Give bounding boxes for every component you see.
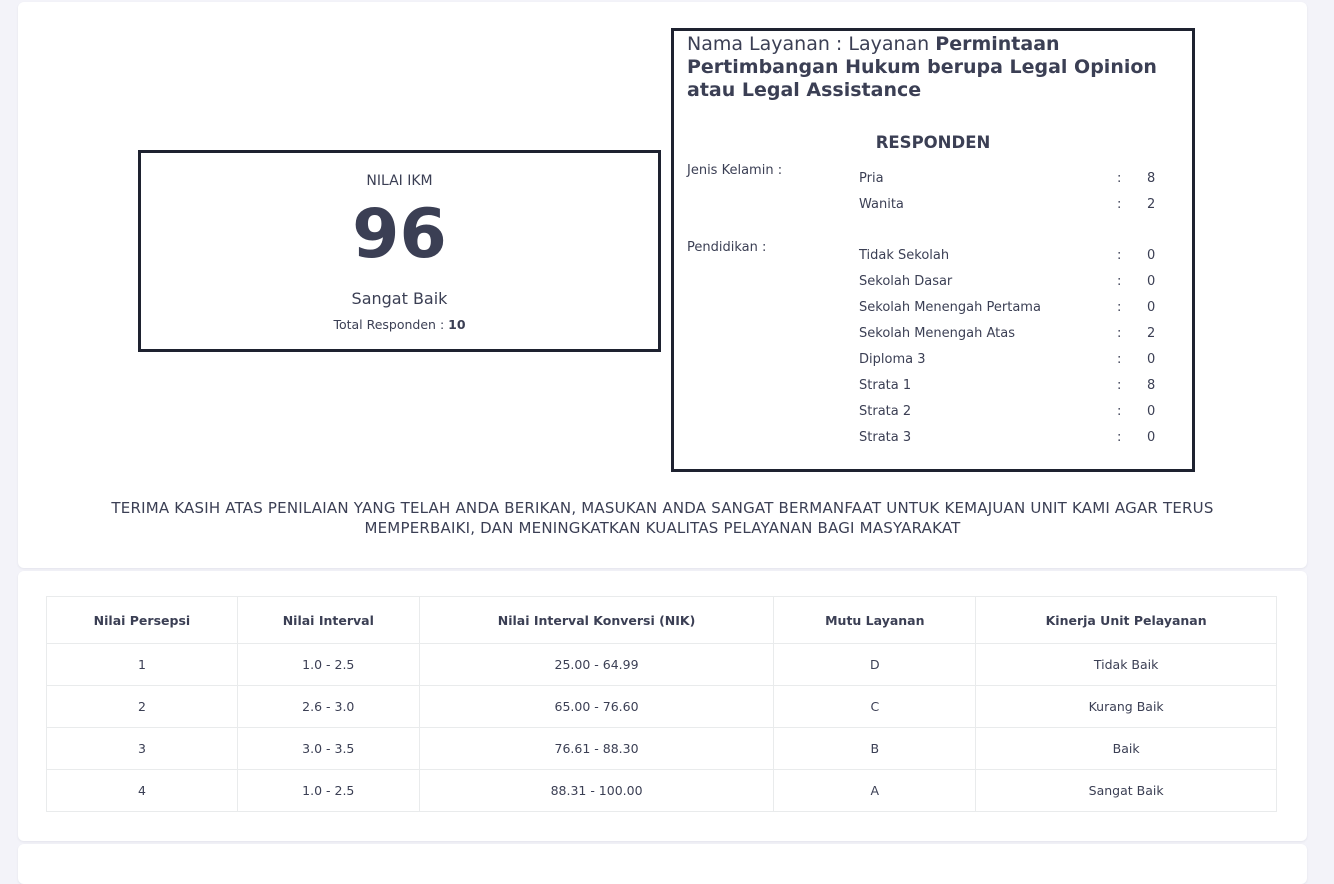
table-cell: C	[774, 686, 976, 728]
table-cell: 3.0 - 3.5	[237, 728, 419, 770]
table-header-row	[47, 597, 1277, 644]
table-cell: 25.00 - 64.99	[419, 644, 774, 686]
education-row	[859, 248, 1159, 268]
table-cell: 1.0 - 2.5	[237, 644, 419, 686]
gender-row	[859, 171, 1159, 191]
table-cell: 2	[47, 686, 238, 728]
column-header: Nilai Interval Konversi (NIK)	[419, 597, 774, 644]
gender-label: Jenis Kelamin :	[687, 163, 783, 178]
education-row-label: Sekolah Dasar	[859, 274, 953, 289]
separator-colon: :	[1117, 378, 1122, 393]
education-label: Pendidikan :	[687, 240, 767, 255]
table-cell: Kurang Baik	[976, 686, 1277, 728]
table-cell: 76.61 - 88.30	[419, 728, 774, 770]
table-cell: 1	[47, 644, 238, 686]
ikm-reference-table	[46, 596, 1277, 812]
education-row-value: 0	[1147, 430, 1156, 445]
gender-row-value: 8	[1147, 171, 1156, 186]
table-cell: D	[774, 644, 976, 686]
thank-you-line-1: TERIMA KASIH ATAS PENILAIAN YANG TELAH ANDA BERIKAN, MASUKAN ANDA SANGAT BERMANFAAT UNTUK KEMAJUAN UNIT KAMI AGAR TERUS	[111, 499, 1214, 517]
table-cell: B	[774, 728, 976, 770]
table-cell: 3	[47, 728, 238, 770]
thank-you-message	[78, 498, 1247, 538]
education-row-label: Strata 1	[859, 378, 912, 393]
column-header: Mutu Layanan	[774, 597, 976, 644]
gender-row-label: Wanita	[859, 197, 904, 212]
separator-colon: :	[1117, 274, 1122, 289]
thank-you-line-2: MEMPERBAIKI, DAN MENINGKATKAN KUALITAS PELAYANAN BAGI MASYARAKAT	[364, 519, 961, 537]
ikm-label: NILAI IKM	[366, 173, 433, 189]
education-row-label: Sekolah Menengah Pertama	[859, 300, 1041, 315]
education-row-label: Tidak Sekolah	[859, 248, 950, 263]
column-header: Nilai Persepsi	[47, 597, 238, 644]
education-row	[859, 352, 1159, 372]
separator-colon: :	[1117, 352, 1122, 367]
education-row	[859, 378, 1159, 398]
education-row-value: 0	[1147, 300, 1156, 315]
total-respondents	[141, 317, 658, 332]
table-cell: Tidak Baik	[976, 644, 1277, 686]
education-row	[859, 404, 1159, 424]
separator-colon: :	[1117, 300, 1122, 315]
education-row-label: Strata 3	[859, 430, 912, 445]
ikm-category: Sangat Baik	[351, 289, 448, 308]
education-row	[859, 274, 1159, 294]
education-row-label: Sekolah Menengah Atas	[859, 326, 1015, 341]
table-row	[47, 728, 1277, 770]
table-row	[47, 686, 1277, 728]
total-respondents-label: Total Responden :	[333, 317, 445, 332]
table-cell: 4	[47, 770, 238, 812]
table-row	[47, 644, 1277, 686]
gender-row	[859, 197, 1159, 217]
education-row-value: 2	[1147, 326, 1156, 341]
table-cell: 65.00 - 76.60	[419, 686, 774, 728]
table-cell: 2.6 - 3.0	[237, 686, 419, 728]
column-header: Nilai Interval	[237, 597, 419, 644]
service-name-value: Permintaan Pertimbangan Hukum berupa Legal Opinion atau Legal Assistance	[687, 33, 1157, 101]
service-name-prefix: Nama Layanan : Layanan	[687, 33, 930, 55]
table-cell: Sangat Baik	[976, 770, 1277, 812]
column-header: Kinerja Unit Pelayanan	[976, 597, 1277, 644]
ikm-value: 96	[352, 195, 447, 274]
reference-table-card	[18, 571, 1307, 841]
education-row-value: 0	[1147, 274, 1156, 289]
education-row	[859, 300, 1159, 320]
education-row-label: Diploma 3	[859, 352, 926, 367]
respondent-title: RESPONDEN	[875, 133, 991, 152]
next-card	[18, 844, 1307, 884]
table-cell: Baik	[976, 728, 1277, 770]
gender-row-value: 2	[1147, 197, 1156, 212]
service-name	[687, 33, 1182, 102]
summary-card	[18, 2, 1307, 568]
education-row-value: 0	[1147, 352, 1156, 367]
education-row-value: 0	[1147, 248, 1156, 263]
table-cell: 88.31 - 100.00	[419, 770, 774, 812]
education-row	[859, 326, 1159, 346]
separator-colon: :	[1117, 248, 1122, 263]
respondent-box	[671, 28, 1195, 472]
table-cell: A	[774, 770, 976, 812]
education-row-value: 8	[1147, 378, 1156, 393]
education-row-label: Strata 2	[859, 404, 912, 419]
total-respondents-value: 10	[448, 317, 466, 332]
separator-colon: :	[1117, 171, 1122, 186]
table-row	[47, 770, 1277, 812]
ikm-score-box	[138, 150, 661, 352]
separator-colon: :	[1117, 430, 1122, 445]
separator-colon: :	[1117, 326, 1122, 341]
education-row-value: 0	[1147, 404, 1156, 419]
separator-colon: :	[1117, 404, 1122, 419]
education-row	[859, 430, 1159, 450]
table-cell: 1.0 - 2.5	[237, 770, 419, 812]
gender-row-label: Pria	[859, 171, 884, 186]
separator-colon: :	[1117, 197, 1122, 212]
